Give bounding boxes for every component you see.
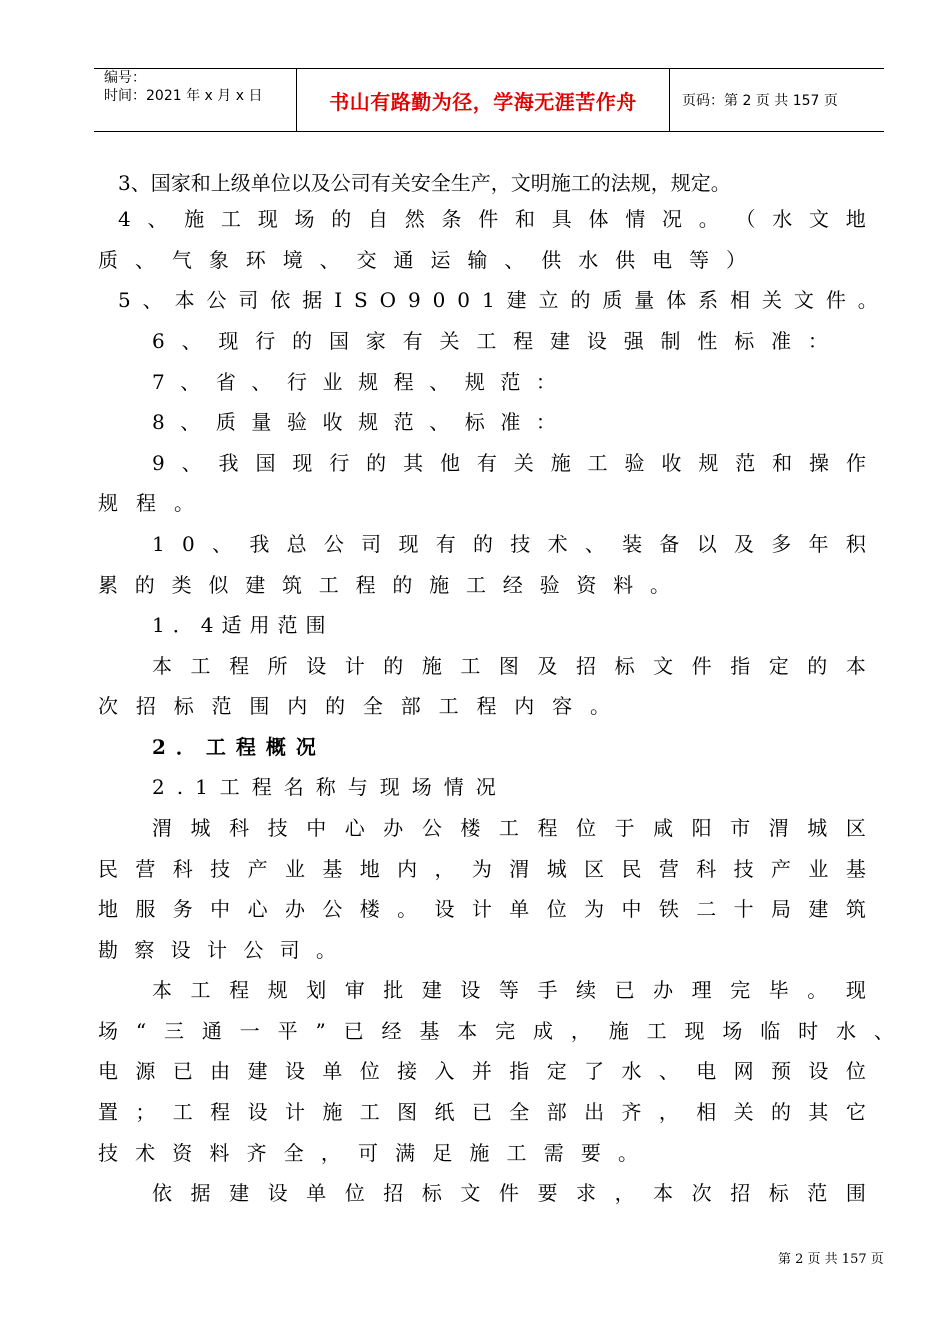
- code-label: 编号：: [104, 70, 146, 86]
- motto: 书山有路勤为径，学海无涯苦作舟: [329, 89, 637, 114]
- header-right-cell: [670, 69, 884, 131]
- text-line: 次 招 标 范 围 内 的 全 部 工 程 内 容 。: [98, 694, 610, 718]
- text-line: 技 术 资 料 齐 全 ， 可 满 足 施 工 需 要 。: [98, 1141, 638, 1165]
- time-text: 时间：2021 年 x 月 x 日: [104, 88, 263, 104]
- header-middle-cell: [296, 69, 670, 131]
- text-line: 电 源 已 由 建 设 单 位 接 入 并 指 定 了 水 、 电 网 预 设 位: [98, 1059, 866, 1083]
- section-heading: 2.1工程名称与现场情况: [152, 775, 508, 799]
- text-line: 勘 察 设 计 公 司 。: [98, 938, 336, 962]
- footer-page-number: 第 2 页 共 157 页: [778, 1252, 884, 1267]
- header-table: [94, 68, 884, 132]
- text-line: 7 、 省 、 行 业 规 程 、 规 范 ：: [152, 370, 556, 394]
- text-line: 质 、 气 象 环 境 、 交 通 运 输 、 供 水 供 电 等 ）: [98, 248, 746, 272]
- section-heading: 2．工程概况: [152, 735, 326, 759]
- section-heading: 1．4适用范围: [152, 613, 334, 637]
- text-line: 累 的 类 似 建 筑 工 程 的 施 工 经 验 资 料 。: [98, 573, 670, 597]
- text-line: 依 据 建 设 单 位 招 标 文 件 要 求 ， 本 次 招 标 范 围: [152, 1181, 866, 1205]
- text-line: 场 “ 三 通 一 平 ” 已 经 基 本 完 成 ， 施 工 现 场 临 时 水 、: [98, 1019, 894, 1043]
- text-line: 规 程 。: [98, 491, 194, 515]
- text-line: 4 、 施 工 现 场 的 自 然 条 件 和 具 体 情 况 。 （ 水 文 地: [118, 207, 866, 231]
- text-line: 置 ； 工 程 设 计 施 工 图 纸 已 全 部 出 齐 ， 相 关 的 其 它: [98, 1100, 866, 1124]
- header-page-number: 页码：第 2 页 共 157 页: [682, 93, 838, 109]
- text-line: 5 、 本 公 司 依 据 I S O 9 0 0 1 建 立 的 质 量 体 系 相 关 文 件 。: [118, 288, 878, 312]
- text-line: 3、国家和上级单位以及公司有关安全生产，文明施工的法规，规定。: [118, 171, 731, 195]
- text-line: 8 、 质 量 验 收 规 范 、 标 准 ：: [152, 410, 556, 434]
- text-line: 本 工 程 所 设 计 的 施 工 图 及 招 标 文 件 指 定 的 本: [152, 654, 866, 678]
- text-line: 地 服 务 中 心 办 公 楼 。 设 计 单 位 为 中 铁 二 十 局 建 筑: [98, 897, 866, 921]
- header-left-cell: [94, 69, 296, 131]
- text-line: 渭 城 科 技 中 心 办 公 楼 工 程 位 于 咸 阳 市 渭 城 区: [152, 816, 866, 840]
- text-line: 6 、 现 行 的 国 家 有 关 工 程 建 设 强 制 性 标 准 ：: [152, 329, 828, 353]
- text-line: 本 工 程 规 划 审 批 建 设 等 手 续 已 办 理 完 毕 。 现: [152, 978, 866, 1002]
- text-line: 9 、 我 国 现 行 的 其 他 有 关 施 工 验 收 规 范 和 操 作: [152, 451, 866, 475]
- text-line: 民 营 科 技 产 业 基 地 内 ， 为 渭 城 区 民 营 科 技 产 业 基: [98, 857, 866, 881]
- text-line: 1 0 、 我 总 公 司 现 有 的 技 术 、 装 备 以 及 多 年 积: [152, 532, 866, 556]
